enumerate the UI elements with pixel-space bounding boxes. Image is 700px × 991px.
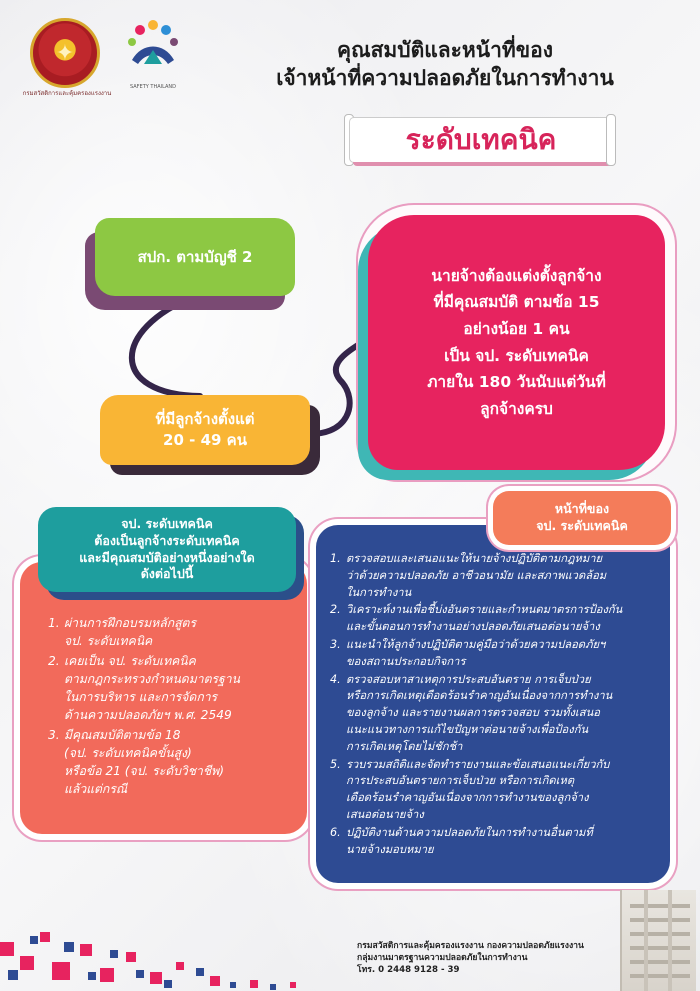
item-text: และขั้นตอนการทำงานอย่างปลอดภัยเสนอต่อนายจ้าง: [346, 620, 600, 634]
level-banner: [350, 118, 612, 162]
qualifications-heading-line: และมีคุณสมบัติอย่างหนึ่งอย่างใด: [79, 549, 255, 565]
requirement-line: เป็น จป. ระดับเทคนิค: [444, 346, 589, 365]
employee-count-box: [100, 395, 310, 465]
footer-line: กรมสวัสดิการและคุ้มครองแรงงาน กองความปลอดภัยแรงงาน: [357, 941, 584, 951]
item-text: ของลูกจ้าง และรายงานผลการตรวจสอบ รวมทั้งเสนอ: [346, 706, 600, 720]
item-text: แล้วแต่กรณี: [64, 782, 128, 797]
item-text: ตรวจสอบหาสาเหตุการประสบอันตราย การเจ็บป่วย: [346, 672, 591, 686]
qualifications-list: [48, 614, 297, 798]
qualifications-heading: [38, 507, 296, 592]
duties-heading: [493, 491, 671, 545]
duty-item: [330, 757, 656, 824]
item-text: ในการบริหาร และการจัดการ: [64, 690, 218, 705]
item-text: หรือข้อ 21 (จป. ระดับวิชาชีพ): [64, 764, 224, 779]
level-label: ระดับเทคนิค: [405, 123, 557, 156]
qualifications-heading-line: จป. ระดับเทคนิค: [121, 515, 213, 531]
item-number: 5.: [330, 757, 341, 771]
footer-line: กลุ่มงานมาตรฐานความปลอดภัยในการทำงาน: [357, 952, 528, 963]
employee-count-line2: 20 - 49 คน: [163, 431, 247, 449]
item-text: ว่าด้วยความปลอดภัย อาชีวอนามัย และสภาพแวดล้อม: [346, 568, 607, 582]
item-text: ในการทำงาน: [346, 585, 412, 599]
duty-item: [330, 637, 656, 671]
appointment-requirement-box: [368, 215, 665, 470]
item-number: 3.: [48, 728, 60, 743]
item-text: รวบรวมสถิติและจัดทำรายงานและข้อเสนอแนะเกี่ยวกับ: [346, 757, 610, 771]
page-title-line1: คุณสมบัติและหน้าที่ของ: [337, 38, 553, 62]
footer-line: โทร. 0 2448 9128 - 39: [357, 964, 460, 975]
qualifications-heading-line: ดังต่อไปนี้: [140, 566, 194, 582]
duties-list: [330, 551, 656, 858]
building-illustration: [620, 890, 696, 991]
item-text: หรือการเกิดเหตุเดือดร้อนรำคาญอันเนื่องจากการทำงาน: [346, 689, 613, 703]
item-text: การเกิดเหตุโดยไม่ชักช้า: [346, 739, 463, 753]
item-text: ผ่านการฝึกอบรมหลักสูตร: [64, 616, 197, 630]
item-text: ของสถานประกอบกิจการ: [346, 654, 466, 668]
duties-panel: [316, 525, 670, 883]
item-text: ตามกฎกระทรวงกำหนดมาตรฐาน: [64, 672, 240, 687]
item-text: จป. ระดับเทคนิค: [64, 634, 153, 649]
requirement-line: อย่างน้อย 1 คน: [463, 319, 570, 338]
requirement-line: นายจ้างต้องแต่งตั้งลูกจ้าง: [431, 266, 602, 285]
item-number: 3.: [330, 637, 341, 651]
item-text: เสนอต่อนายจ้าง: [346, 807, 424, 821]
item-text: เดือดร้อนรำคาญอันเนื่องจากการทำงานของลูกจ้าง: [346, 791, 589, 805]
item-text: วิเคราะห์งานเพื่อชี้บ่งอันตรายและกำหนดมาตรการป้องกัน: [346, 603, 623, 617]
qualification-item: [48, 652, 297, 724]
duty-item: [330, 825, 656, 859]
right-logo-caption: SAFETY THAILAND: [129, 84, 177, 90]
item-text: แนะนำให้ลูกจ้างปฏิบัติตามคู่มือว่าด้วยความปลอดภัยฯ: [346, 637, 606, 651]
item-text: ด้านความปลอดภัยฯ พ.ศ. 2549: [64, 708, 232, 723]
duty-item: [330, 602, 656, 636]
duty-item: [330, 551, 656, 601]
banner-scroll-right: [606, 114, 616, 166]
qualifications-panel: [20, 562, 307, 834]
item-number: 6.: [330, 825, 341, 839]
page-title-line2: เจ้าหน้าที่ความปลอดภัยในการทำงาน: [276, 66, 614, 90]
footer-contact: [357, 941, 617, 977]
left-logo-caption: กรมสวัสดิการและคุ้มครองแรงงาน: [22, 90, 112, 97]
requirement-line: ภายใน 180 วันนับแต่วันที่: [427, 373, 606, 392]
duties-heading-line1: หน้าที่ของ: [554, 501, 610, 517]
item-text: ปฏิบัติงานด้านความปลอดภัยในการทำงานอื่นตามที่: [346, 825, 593, 839]
item-number: 1.: [330, 552, 341, 565]
thai-pattern-decoration: [0, 922, 340, 991]
item-text: เคยเป็น จป. ระดับเทคนิค: [64, 654, 196, 669]
item-number: 2.: [330, 603, 341, 617]
requirement-line: ลูกจ้างครบ: [480, 399, 553, 418]
qualification-item: [48, 614, 297, 650]
establishment-category-label: สปก. ตามบัญชี 2: [137, 248, 253, 266]
item-text: การประสบอันตรายการเจ็บป่วย หรือการเกิดเหตุ: [346, 774, 575, 788]
qualification-item: [48, 726, 297, 798]
duties-heading-line2: จป. ระดับเทคนิค: [536, 518, 628, 533]
item-number: 2.: [48, 654, 60, 669]
safety-thailand-logo-icon: [118, 16, 188, 86]
item-number: 1.: [48, 616, 60, 630]
duty-item: [330, 672, 656, 756]
item-text: มีคุณสมบัติตามข้อ 18: [64, 728, 181, 743]
item-text: นายจ้างมอบหมาย: [346, 842, 434, 856]
item-text: แนะแนวทางการแก้ไขปัญหาต่อนายจ้างเพื่อป้องกัน: [346, 722, 589, 736]
establishment-category-box: [95, 218, 295, 296]
item-number: 4.: [330, 672, 341, 686]
item-text: (จป. ระดับเทคนิคขั้นสูง): [64, 746, 192, 761]
item-text: ตรวจสอบและเสนอแนะให้นายจ้างปฏิบัติตามกฎหมาย: [346, 552, 603, 565]
requirement-line: ที่มีคุณสมบัติ ตามข้อ 15: [433, 293, 600, 312]
department-seal-icon: ✦: [30, 18, 100, 88]
employee-count-line1: ที่มีลูกจ้างตั้งแต่: [155, 410, 255, 428]
qualifications-heading-line: ต้องเป็นลูกจ้างระดับเทคนิค: [94, 532, 240, 548]
